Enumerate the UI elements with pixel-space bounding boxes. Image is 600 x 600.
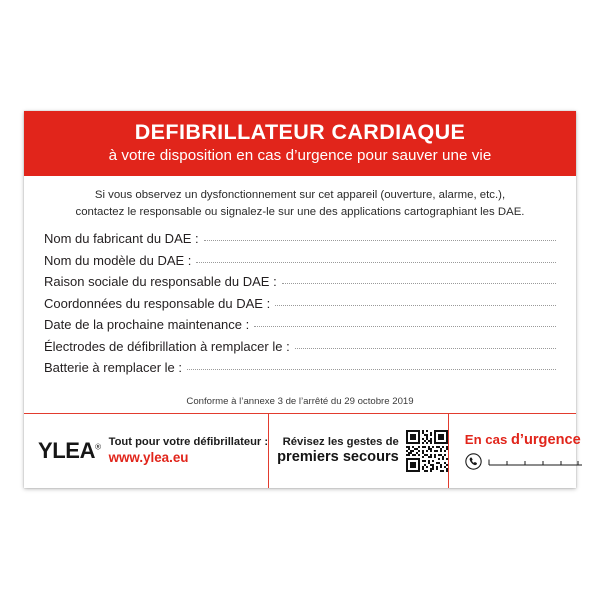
ylea-logo-text: YLEA <box>38 438 96 463</box>
field-row-model <box>44 253 556 275</box>
notice-line-1: Si vous observez un dysfonctionnement sur cet appareil (ouverture, alarme, etc.), <box>94 189 506 202</box>
emergency-title-strong: d’urgence <box>510 432 581 448</box>
field-write-line[interactable] <box>282 282 556 284</box>
qr-code-icon[interactable] <box>406 430 448 472</box>
dae-fields-list <box>24 220 576 382</box>
first-aid-line-1: Révisez les gestes de <box>282 435 399 448</box>
field-row-contact-details <box>44 296 556 318</box>
phone-number-write-line[interactable] <box>488 455 583 469</box>
field-row-next-maintenance <box>44 317 556 339</box>
field-write-line[interactable] <box>295 347 556 349</box>
conformity-note: Conforme à l’annexe 3 de l’arrêté du 29 octobre 2019 <box>186 396 414 407</box>
footer-brand-section <box>24 414 268 488</box>
brand-text-block <box>109 436 269 465</box>
emergency-phone-row <box>465 453 583 470</box>
field-row-battery-replacement <box>44 360 556 382</box>
field-label: Nom du fabricant du DAE : <box>44 231 199 247</box>
emergency-title <box>465 432 581 448</box>
first-aid-text-block <box>277 436 399 466</box>
first-aid-line-2: premiers secours <box>277 449 399 466</box>
brand-website-link[interactable]: www.ylea.eu <box>108 449 189 465</box>
dae-information-card <box>24 111 581 488</box>
field-label: Date de la prochaine maintenance : <box>44 317 250 333</box>
phone-in-circle-icon <box>465 453 482 470</box>
field-label: Électrodes de défibrillation à remplacer le : <box>44 338 290 354</box>
card-body <box>24 176 576 413</box>
field-row-company-name <box>44 274 556 296</box>
field-row-manufacturer <box>44 231 556 253</box>
ylea-logo <box>38 440 101 462</box>
field-label: Batterie à remplacer le : <box>44 360 183 376</box>
field-label: Raison sociale du responsable du DAE : <box>44 274 277 290</box>
footer-first-aid-section <box>268 414 448 488</box>
card-header <box>24 111 576 176</box>
malfunction-notice <box>24 176 576 220</box>
field-write-line[interactable] <box>204 239 556 241</box>
brand-tagline: Tout pour votre défibrillateur : <box>108 436 269 449</box>
field-label: Coordonnées du responsable du DAE : <box>44 295 271 311</box>
footer-emergency-section <box>448 414 583 488</box>
card-footer <box>24 413 581 488</box>
registered-trademark-icon: ® <box>95 442 101 452</box>
field-write-line[interactable] <box>275 304 556 306</box>
field-write-line[interactable] <box>254 325 556 327</box>
page-subtitle: à votre disposition en cas d’urgence pour sauver une vie <box>108 147 492 165</box>
page-title: DEFIBRILLATEUR CARDIAQUE <box>134 120 466 144</box>
field-label: Nom du modèle du DAE : <box>44 252 192 268</box>
field-write-line[interactable] <box>196 261 556 263</box>
emergency-title-light: En cas <box>464 432 511 447</box>
notice-line-2: contactez le responsable ou signalez-le sur une des applications cartographiant les DAE. <box>75 205 525 218</box>
field-write-line[interactable] <box>187 368 556 370</box>
field-row-electrodes-replacement <box>44 339 556 361</box>
